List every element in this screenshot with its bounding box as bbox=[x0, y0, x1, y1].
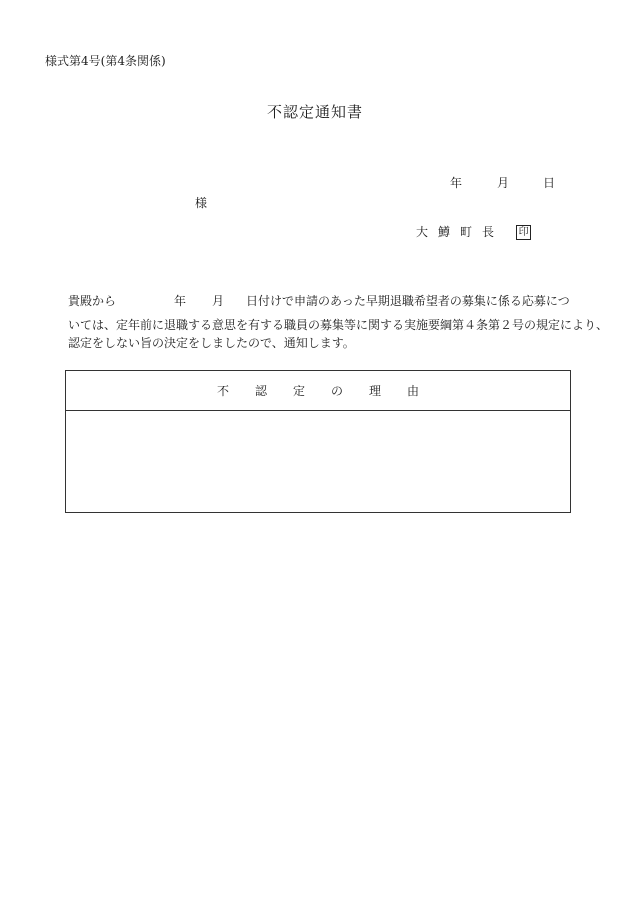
reason-header-char: 認 bbox=[254, 384, 267, 398]
reason-header bbox=[66, 371, 570, 411]
date-day-label: 日 bbox=[543, 176, 556, 190]
body-year-label: 年 bbox=[174, 294, 187, 308]
addressee-suffix: 様 bbox=[195, 196, 208, 210]
issuer-char: 大 bbox=[416, 225, 429, 239]
reason-header-char: 不 bbox=[216, 384, 229, 398]
issuer-char: 町 bbox=[460, 225, 473, 239]
body-text: 日付けで申請のあった早期退職希望者の募集に係る応募につ bbox=[246, 294, 570, 308]
date-year-label: 年 bbox=[450, 176, 463, 190]
seal-stamp: 印 bbox=[516, 225, 531, 240]
document-title: 不認定通知書 bbox=[266, 103, 363, 121]
reason-box bbox=[65, 370, 571, 513]
body-line-1 bbox=[68, 292, 570, 309]
issuer-char: 長 bbox=[482, 225, 495, 239]
body-line-3: 認定をしない旨の決定をしましたので、通知します。 bbox=[68, 336, 355, 350]
body-text: 貴殿から bbox=[68, 294, 117, 308]
reason-header-char: の bbox=[331, 384, 344, 398]
issuer-char: 鱒 bbox=[438, 225, 451, 239]
body-line-2: いては、定年前に退職する意思を有する職員の募集等に関する実施要綱第４条第２号の規定により、 bbox=[68, 318, 609, 332]
date-month-label: 月 bbox=[497, 176, 510, 190]
form-number: 様式第4号(第4条関係) bbox=[45, 54, 166, 68]
reason-header-char: 理 bbox=[369, 384, 382, 398]
reason-content-area bbox=[66, 411, 570, 514]
body-month-label: 月 bbox=[212, 294, 225, 308]
reason-header-char: 定 bbox=[292, 384, 305, 398]
issuer-signature bbox=[416, 223, 531, 240]
reason-header-char: 由 bbox=[407, 384, 420, 398]
